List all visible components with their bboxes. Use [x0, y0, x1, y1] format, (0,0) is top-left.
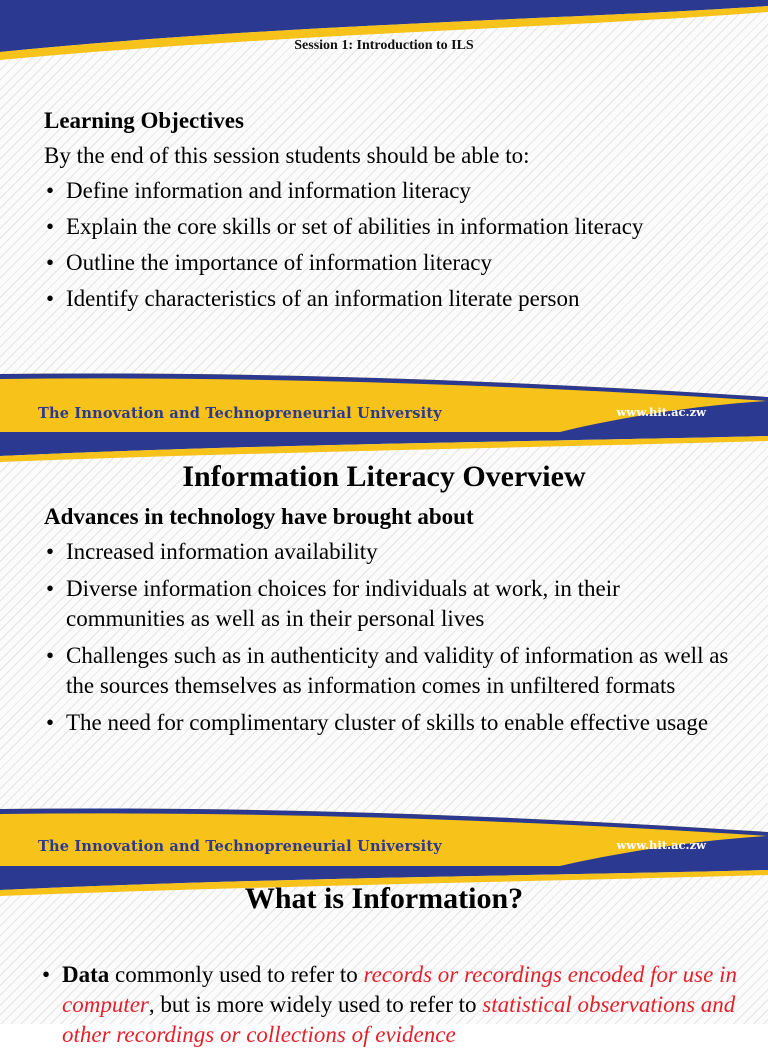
objectives-list	[44, 176, 744, 314]
overview-list	[44, 537, 744, 738]
list-item: • Increased information availability	[44, 537, 744, 567]
university-name: The Innovation and Technopreneurial University	[38, 838, 442, 855]
university-name: The Innovation and Technopreneurial University	[38, 405, 442, 422]
objectives-intro: By the end of this session students should be able to:	[44, 143, 530, 168]
footer-band	[0, 800, 768, 866]
data-definition-2: statistical observations and other recordings or collections of evidence	[62, 992, 736, 1047]
data-term: Data	[62, 962, 110, 987]
information-list	[40, 960, 740, 1050]
list-item: • Identify characteristics of an information literate person	[44, 284, 744, 314]
slide-information-literacy-overview	[0, 432, 768, 866]
learning-objectives-heading: Learning Objectives	[44, 108, 244, 133]
list-item	[40, 960, 740, 1050]
list-item: • Explain the core skills or set of abilities in information literacy	[44, 212, 744, 242]
list-item: • Diverse information choices for individuals at work, in their communities as well as in their personal lives	[44, 574, 744, 634]
data-definition-1: records or recordings encoded for use in computer	[62, 962, 737, 1017]
slide-learning-objectives	[0, 0, 768, 432]
data-text: , but is more widely used to refer to	[148, 992, 483, 1017]
header-swoosh	[0, 0, 768, 64]
session-title: Session 1: Introduction to ILS	[294, 38, 474, 53]
slide-title: What is Information?	[244, 882, 524, 915]
university-url: www.hit.ac.zw	[616, 405, 706, 419]
list-item: • The need for complimentary cluster of skills to enable effective usage	[44, 708, 744, 738]
list-item: • Outline the importance of information literacy	[44, 248, 744, 278]
slide-title: Information Literacy Overview	[182, 460, 586, 493]
list-item: • Define information and information literacy	[44, 176, 744, 206]
list-item: • Challenges such as in authenticity and validity of information as well as the sources themselves as information comes in unfiltered formats	[44, 641, 744, 701]
slide-what-is-information	[0, 866, 768, 1047]
university-url: www.hit.ac.zw	[616, 838, 706, 852]
data-text: commonly used to refer to	[109, 962, 364, 987]
advances-heading: Advances in technology have brought about	[44, 504, 474, 529]
